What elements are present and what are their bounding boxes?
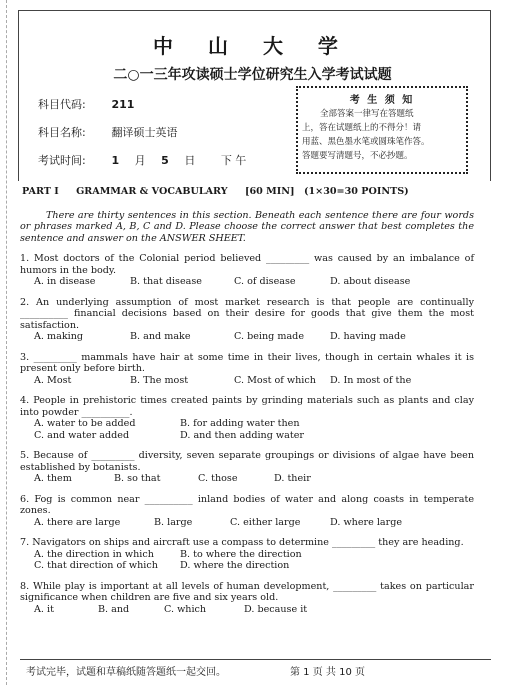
option-b: B. and xyxy=(98,603,130,615)
exam-title: 二○一三年攻读硕士学位研究生入学考试试题 xyxy=(113,67,392,83)
option-d: D. having made xyxy=(330,331,406,342)
option-d: D. In most of the xyxy=(330,374,412,386)
part-heading xyxy=(22,186,474,198)
option-a: A. it xyxy=(34,603,54,615)
option-c: C. of disease xyxy=(234,276,296,287)
part-time: [60 MIN] xyxy=(244,186,295,197)
option-c: C. being made xyxy=(234,331,304,342)
exam-month-number: 1 xyxy=(111,154,120,167)
subject-code-row xyxy=(38,96,134,112)
exam-day-unit: 日 xyxy=(184,154,196,167)
part-name: GRAMMAR & VOCABULARY xyxy=(76,186,228,197)
exam-month-unit: 月 xyxy=(134,154,146,167)
question-4 xyxy=(20,395,474,441)
option-d: D. and then adding water xyxy=(180,429,304,441)
question-6 xyxy=(20,494,474,529)
exam-time-row xyxy=(38,152,258,168)
option-c: C. either large xyxy=(230,516,301,528)
option-a: A. making xyxy=(34,331,84,342)
option-c: C. and water added xyxy=(34,429,130,441)
notice-line: 答题要写清题号，不必抄题。 xyxy=(302,151,413,161)
option-a: A. the direction in which xyxy=(34,548,154,560)
option-d: D. their xyxy=(274,473,311,484)
option-a: A. them xyxy=(34,473,72,484)
option-d: D. where the direction xyxy=(180,560,290,571)
university-name: 中 山 大 学 xyxy=(153,34,352,58)
question-5 xyxy=(20,450,474,485)
question-8 xyxy=(20,581,474,616)
option-a: A. there are large xyxy=(34,516,121,528)
option-a: A. Most xyxy=(34,374,72,386)
notice-body xyxy=(302,107,462,163)
question-stem: 2. An underlying assumption of most market research is that people are continually __________ financial decisions based on their desire for goods that give them the most satisfaction. xyxy=(20,296,474,331)
question-options xyxy=(20,331,474,343)
notice-line: 上，答在试题纸上的不得分！请 xyxy=(302,123,422,133)
option-b: B. to where the direction xyxy=(180,548,302,560)
subject-code-value: 211 xyxy=(111,98,135,111)
subject-name-value: 翻译硕士英语 xyxy=(111,126,178,139)
subject-name-row xyxy=(38,124,178,140)
option-c: C. Most of which xyxy=(234,374,316,386)
candidate-notice-box xyxy=(296,86,468,174)
exam-period: 下 午 xyxy=(220,154,247,167)
question-stem: 7. Navigators on ships and aircraft use a compass to determine _________ they are heading. xyxy=(20,537,464,548)
question-options xyxy=(20,375,474,387)
option-c: C. that direction of which xyxy=(34,560,158,571)
part-label: PART Ⅰ xyxy=(22,186,59,197)
option-c: C. which xyxy=(164,603,207,615)
subject-code-label: 科目代码: xyxy=(38,98,86,111)
notice-line: 用蓝、黑色墨水笔或圆珠笔作答。 xyxy=(302,137,430,147)
exam-time-label: 考试时间: xyxy=(38,154,86,167)
option-b: B. The most xyxy=(130,374,189,386)
question-options xyxy=(20,549,474,561)
page-number: 第 1 页 共 10 页 xyxy=(290,667,365,678)
question-2 xyxy=(20,297,474,343)
question-stem: 4. People in prehistoric times created paints by grinding materials such as plants and clay into powder __________. xyxy=(20,395,474,418)
question-stem: 3. _________ mammals have hair at some time in their lives, though in certain whales it is present only before birth. xyxy=(20,351,474,374)
option-b: B. that disease xyxy=(130,276,202,287)
exam-content xyxy=(20,186,474,615)
question-options xyxy=(20,473,474,485)
question-3 xyxy=(20,352,474,387)
question-stem: 6. Fog is common near __________ inland bodies of water and along coasts in temperate zones. xyxy=(20,493,474,516)
exam-day-number: 5 xyxy=(161,154,169,167)
question-stem: 1. Most doctors of the Colonial period believed _________ was caused by an imbalance of humors in the body. xyxy=(20,253,474,276)
question-options xyxy=(20,418,474,430)
option-b: B. so that xyxy=(114,473,161,484)
option-d: D. where large xyxy=(330,516,403,528)
notice-title: 考 生 须 知 xyxy=(349,95,415,106)
option-c: C. those xyxy=(198,473,238,484)
option-a: A. in disease xyxy=(34,276,96,287)
question-7 xyxy=(20,537,474,572)
part-instructions: There are thirty sentences in this section. Beneath each sentence there are four words or phrases marked A, B, C and D. Please choose the correct answer that best completes the sentence and answer on the ANSWER SHEET. xyxy=(20,209,474,244)
subject-name-label: 科目名称: xyxy=(38,126,86,139)
part-points: (1×30=30 POINTS) xyxy=(303,186,409,197)
question-stem: 8. While play is important at all levels of human development, _________ takes on particular significance when children are five and six years old. xyxy=(20,580,474,603)
footer-note: 考试完毕，试题和草稿纸随答题纸一起交回。 xyxy=(26,667,226,678)
question-stem: 5. Because of _________ diversity, seven separate groupings or divisions of algae have been established by botanists. xyxy=(20,450,474,473)
question-options xyxy=(20,517,474,529)
question-options xyxy=(20,276,474,288)
question-options xyxy=(20,604,474,616)
option-d: D. because it xyxy=(244,603,308,615)
option-a: A. water to be added xyxy=(34,418,136,429)
option-b: B. for adding water then xyxy=(180,418,300,429)
option-d: D. about disease xyxy=(330,276,411,287)
notice-line: 全部答案一律写在答题纸 xyxy=(320,109,414,119)
question-options xyxy=(20,560,474,572)
page-footer xyxy=(20,659,491,678)
binding-dashed-line xyxy=(6,0,7,685)
option-b: B. and make xyxy=(130,331,191,342)
option-b: B. large xyxy=(154,516,193,528)
question-options xyxy=(20,430,474,442)
question-1 xyxy=(20,253,474,288)
